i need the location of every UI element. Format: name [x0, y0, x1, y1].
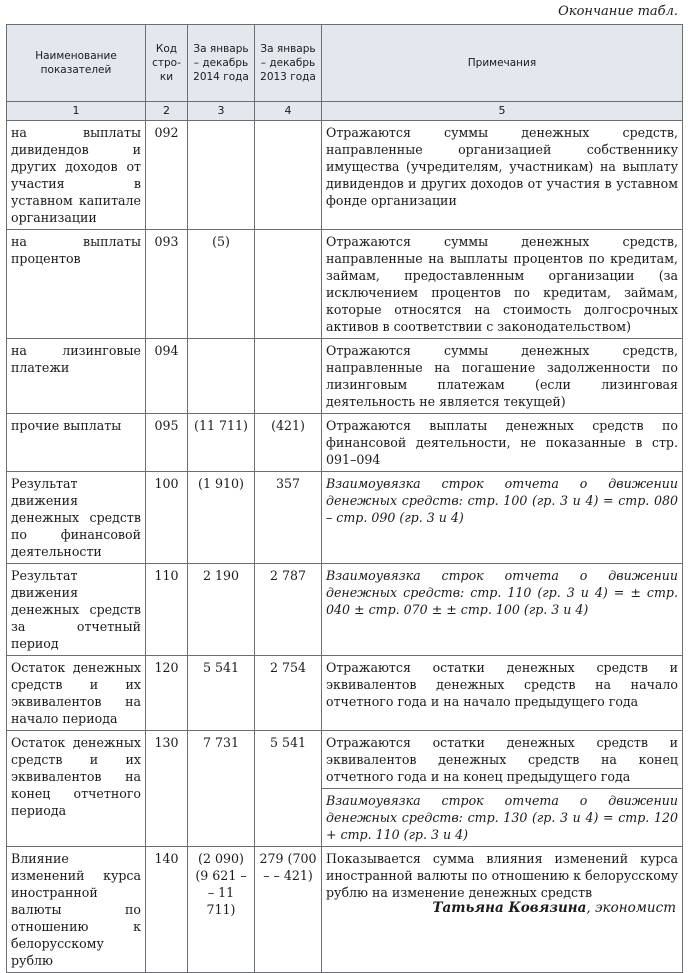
- row-code: 093: [146, 230, 188, 339]
- row-value-2013: 2 754: [255, 656, 322, 731]
- row-code: 092: [146, 121, 188, 230]
- row-note: Отражаются суммы денежных средств, направленные на выплаты процентов по кредитам, займам, предоставленным организации (за исключением процентов по кредитам, займам, которые относятся на стоимость долгосрочных активов в соответствии с законодательством): [322, 230, 683, 339]
- row-note: Взаимоувязка строк отчета о движении денежных средств: стр. 110 (гр. 3 и 4) = ± стр. 040 ± стр. 070 ± ± стр. 100 (гр. 3 и 4): [322, 564, 683, 656]
- row-name: Остаток денежных средств и их эквивалентов на начало периода: [7, 656, 146, 731]
- row-code: 110: [146, 564, 188, 656]
- table-row: [7, 339, 683, 414]
- row-name: на лизинговые платежи: [7, 339, 146, 414]
- row-value-2014: [188, 339, 255, 414]
- table-row: [7, 230, 683, 339]
- row-code: 130: [146, 731, 188, 847]
- header-2014: За январь – декабрь 2014 года: [188, 25, 255, 102]
- author-signature: [432, 900, 676, 916]
- row-code: 094: [146, 339, 188, 414]
- row-value-2013: 357: [255, 472, 322, 564]
- row-value-2013: [255, 339, 322, 414]
- table-row: [7, 564, 683, 656]
- row-value-2014: 5 541: [188, 656, 255, 731]
- row-value-2014: (5): [188, 230, 255, 339]
- table-continuation-caption: Окончание табл.: [558, 4, 678, 19]
- row-code: 100: [146, 472, 188, 564]
- table-row: [7, 414, 683, 472]
- row-value-2014: (1 910): [188, 472, 255, 564]
- row-value-2014: 2 190: [188, 564, 255, 656]
- row-value-2014: (11 711): [188, 414, 255, 472]
- author-role: , экономист: [586, 900, 676, 916]
- row-name: Влияние изменений курса иностранной валюты по отношению к белорусскому рублю: [7, 847, 146, 973]
- author-name: Татьяна Ковязина: [432, 900, 587, 916]
- row-code: 120: [146, 656, 188, 731]
- header-notes: Примечания: [322, 25, 683, 102]
- row-name: Результат движения денежных средств за отчетный период: [7, 564, 146, 656]
- table-row: [7, 121, 683, 230]
- row-value-2013: [255, 121, 322, 230]
- header-indicator-name: Наименование показателей: [7, 25, 146, 102]
- row-code: 095: [146, 414, 188, 472]
- header-2013: За январь – декабрь 2013 года: [255, 25, 322, 102]
- row-value-2014: [188, 121, 255, 230]
- row-note: Взаимоувязка строк отчета о движении денежных средств: стр. 100 (гр. 3 и 4) = стр. 080 – стр. 090 (гр. 3 и 4): [322, 472, 683, 564]
- row-note: Отражаются остатки денежных средств и эквивалентов денежных средств на конец отчетного года и на конец предыдущего года: [322, 731, 683, 789]
- column-number: 5: [322, 102, 683, 121]
- header-line-code: Код стро-ки: [146, 25, 188, 102]
- table-row: [7, 656, 683, 731]
- row-value-2014: (2 090) (9 621 – – 11 711): [188, 847, 255, 973]
- column-number: 2: [146, 102, 188, 121]
- row-value-2013: (421): [255, 414, 322, 472]
- row-note: Отражаются суммы денежных средств, направленные организацией собственнику имущества (учредителям, участникам) на выплату дивидендов и других доходов от участия в уставном фонде организации: [322, 121, 683, 230]
- row-name: прочие выплаты: [7, 414, 146, 472]
- row-name: на выплаты дивидендов и других доходов от участия в уставном капитале организации: [7, 121, 146, 230]
- row-name: на выплаты процентов: [7, 230, 146, 339]
- table-row: [7, 472, 683, 564]
- row-name: Остаток денежных средств и их эквивалентов на конец отчетного периода: [7, 731, 146, 847]
- row-name: Результат движения денежных средств по финансовой деятельности: [7, 472, 146, 564]
- cash-flow-table: [6, 24, 683, 973]
- column-number: 3: [188, 102, 255, 121]
- row-value-2013: 5 541: [255, 731, 322, 847]
- row-code: 140: [146, 847, 188, 973]
- column-number: 1: [7, 102, 146, 121]
- column-number: 4: [255, 102, 322, 121]
- row-note: Отражаются выплаты денежных средств по финансовой деятельности, не показанные в стр. 091–094: [322, 414, 683, 472]
- row-note: Показывается сумма влияния изменений курса иностранной валюты по отношению к белорусскому рублю на изменение денежных средств: [322, 847, 683, 973]
- row-note-crosscheck: Взаимоувязка строк отчета о движении денежных средств: стр. 130 (гр. 3 и 4) = стр. 120 + стр. 110 (гр. 3 и 4): [322, 789, 683, 847]
- table-row: [7, 731, 683, 789]
- row-value-2013: 279 (700 – – 421): [255, 847, 322, 973]
- row-value-2013: 2 787: [255, 564, 322, 656]
- row-value-2013: [255, 230, 322, 339]
- row-note: Отражаются суммы денежных средств, направленные на погашение задолженности по лизинговым платежам (если лизинговая деятельность не является текущей): [322, 339, 683, 414]
- row-note: Отражаются остатки денежных средств и эквивалентов денежных средств на начало отчетного года и на начало предыдущего года: [322, 656, 683, 731]
- row-value-2014: 7 731: [188, 731, 255, 847]
